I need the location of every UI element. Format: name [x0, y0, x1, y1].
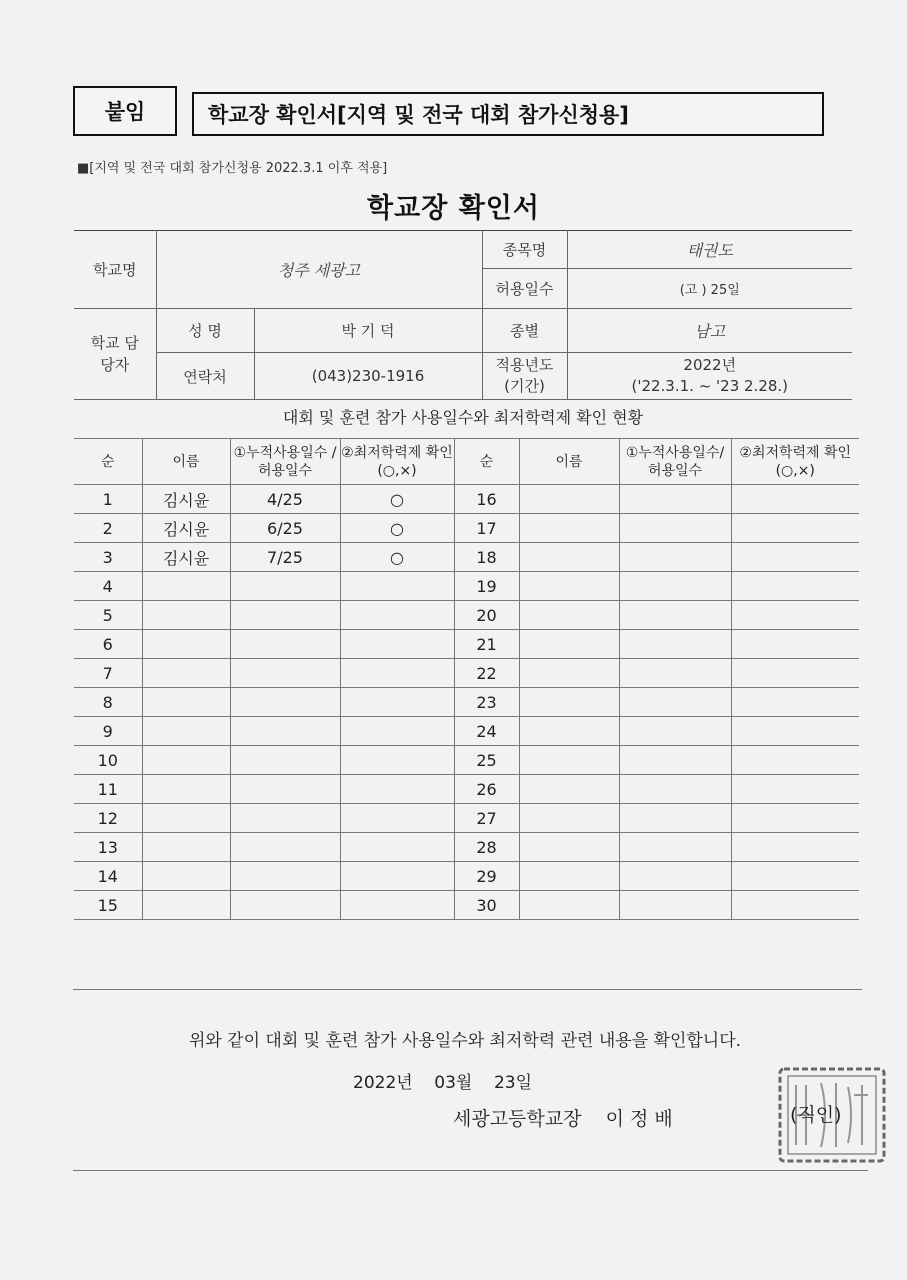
- row-no-cell: 12: [74, 804, 142, 833]
- table-row: [74, 891, 859, 920]
- row-no-cell: 14: [74, 862, 142, 891]
- row-academic-cell: [731, 630, 859, 659]
- header-days: ①누적사용일수 /허용일수: [230, 439, 340, 485]
- row-academic-cell: [731, 485, 859, 514]
- row-no-cell: 4: [74, 572, 142, 601]
- table-row: [74, 485, 859, 514]
- row-name-cell: [142, 775, 230, 804]
- table-row: [74, 543, 859, 572]
- row-days-cell: [230, 833, 340, 862]
- row-academic-cell: [731, 543, 859, 572]
- manager-name-value: 박 기 덕: [254, 309, 482, 353]
- period-label: 적용년도 (기간): [482, 353, 567, 400]
- participation-table: [74, 438, 859, 920]
- row-days-cell: [230, 746, 340, 775]
- row-name-cell: [142, 862, 230, 891]
- row-academic-cell: ○: [340, 485, 454, 514]
- divider-line: [73, 989, 862, 990]
- school-name-label: 학교명: [74, 231, 156, 309]
- row-days-cell: 6/25: [230, 514, 340, 543]
- row-academic-cell: [340, 833, 454, 862]
- row-name-cell: [519, 775, 619, 804]
- row-name-cell: [519, 746, 619, 775]
- row-no-cell: 25: [454, 746, 519, 775]
- row-name-cell: [519, 543, 619, 572]
- row-name-cell: [142, 659, 230, 688]
- document-title: 학교장 확인서: [367, 193, 540, 224]
- row-no-cell: 6: [74, 630, 142, 659]
- row-days-cell: [619, 514, 731, 543]
- row-no-cell: 21: [454, 630, 519, 659]
- row-days-cell: [619, 746, 731, 775]
- row-no-cell: 29: [454, 862, 519, 891]
- row-days-cell: [619, 891, 731, 920]
- confirmation-statement: 위와 같이 대회 및 훈련 참가 사용일수와 최저학력 관련 내용을 확인합니다.: [188, 1031, 742, 1051]
- row-days-cell: [619, 601, 731, 630]
- allowed-days-value: (고 ) 25일: [567, 269, 852, 309]
- row-academic-cell: [731, 688, 859, 717]
- attachment-label-box: [73, 86, 177, 136]
- row-no-cell: 2: [74, 514, 142, 543]
- row-days-cell: [619, 862, 731, 891]
- row-days-cell: [619, 543, 731, 572]
- table-row: [74, 601, 859, 630]
- seal-label: (직인): [790, 1104, 842, 1126]
- table-row: [74, 717, 859, 746]
- row-name-cell: [519, 572, 619, 601]
- sport-label: 종목명: [482, 231, 567, 269]
- row-no-cell: 27: [454, 804, 519, 833]
- row-academic-cell: [340, 804, 454, 833]
- header-academic: ②최저학력제 확인(○,×): [340, 439, 454, 485]
- row-name-cell: [142, 601, 230, 630]
- row-no-cell: 15: [74, 891, 142, 920]
- issue-date: 2022년 03월 23일: [353, 1073, 533, 1093]
- header-name: 이름: [519, 439, 619, 485]
- row-no-cell: 28: [454, 833, 519, 862]
- row-no-cell: 23: [454, 688, 519, 717]
- row-name-cell: [519, 833, 619, 862]
- row-no-cell: 8: [74, 688, 142, 717]
- row-days-cell: [230, 601, 340, 630]
- row-days-cell: [619, 572, 731, 601]
- row-academic-cell: [731, 601, 859, 630]
- row-academic-cell: [731, 572, 859, 601]
- row-academic-cell: [731, 746, 859, 775]
- row-no-cell: 16: [454, 485, 519, 514]
- row-academic-cell: [340, 601, 454, 630]
- table-row: [74, 630, 859, 659]
- row-name-cell: [519, 514, 619, 543]
- row-days-cell: [230, 862, 340, 891]
- table-row: [74, 804, 859, 833]
- row-days-cell: [230, 717, 340, 746]
- row-days-cell: [230, 804, 340, 833]
- row-no-cell: 13: [74, 833, 142, 862]
- row-academic-cell: [340, 572, 454, 601]
- row-name-cell: [142, 572, 230, 601]
- header-no: 순: [454, 439, 519, 485]
- table-row: [74, 688, 859, 717]
- table-row: [74, 775, 859, 804]
- row-academic-cell: ○: [340, 514, 454, 543]
- table-row: [74, 572, 859, 601]
- header-name: 이름: [142, 439, 230, 485]
- row-no-cell: 20: [454, 601, 519, 630]
- row-days-cell: [230, 630, 340, 659]
- table-row: [74, 862, 859, 891]
- header-days: ①누적사용일수/ 허용일수: [619, 439, 731, 485]
- row-name-cell: [519, 862, 619, 891]
- school-name-value: 청주 세광고: [156, 231, 482, 309]
- row-no-cell: 1: [74, 485, 142, 514]
- row-days-cell: 4/25: [230, 485, 340, 514]
- row-academic-cell: [340, 775, 454, 804]
- table-row: [74, 833, 859, 862]
- row-days-cell: [619, 688, 731, 717]
- period-value: [567, 353, 852, 400]
- row-academic-cell: [731, 659, 859, 688]
- form-title: 학교장 확인서[지역 및 전국 대회 참가신청용]: [208, 103, 629, 127]
- row-name-cell: [142, 833, 230, 862]
- row-no-cell: 19: [454, 572, 519, 601]
- row-no-cell: 7: [74, 659, 142, 688]
- row-no-cell: 17: [454, 514, 519, 543]
- row-academic-cell: [340, 746, 454, 775]
- applicability-note: ■[지역 및 전국 대회 참가신청용 2022.3.1 이후 적용]: [77, 161, 388, 176]
- row-name-cell: [142, 688, 230, 717]
- row-no-cell: 18: [454, 543, 519, 572]
- info-table: [74, 230, 852, 400]
- row-name-cell: [519, 601, 619, 630]
- form-title-box: [192, 92, 824, 136]
- header-no: 순: [74, 439, 142, 485]
- row-name-cell: [519, 659, 619, 688]
- row-no-cell: 30: [454, 891, 519, 920]
- header-academic: ②최저학력제 확인(○,×): [731, 439, 859, 485]
- row-name-cell: [519, 891, 619, 920]
- row-days-cell: [619, 485, 731, 514]
- row-days-cell: [230, 688, 340, 717]
- row-name-cell: [142, 891, 230, 920]
- row-no-cell: 3: [74, 543, 142, 572]
- row-name-cell: 김시윤: [142, 543, 230, 572]
- attachment-label: 붙임: [104, 100, 146, 124]
- row-academic-cell: ○: [340, 543, 454, 572]
- row-days-cell: [619, 804, 731, 833]
- row-name-cell: 김시윤: [142, 514, 230, 543]
- sport-value: 태권도: [567, 231, 852, 269]
- table-row: [74, 659, 859, 688]
- row-academic-cell: [731, 804, 859, 833]
- row-no-cell: 9: [74, 717, 142, 746]
- row-academic-cell: [340, 688, 454, 717]
- allowed-days-label: 허용일수: [482, 269, 567, 309]
- row-no-cell: 5: [74, 601, 142, 630]
- table-row: [74, 514, 859, 543]
- row-academic-cell: [731, 833, 859, 862]
- row-academic-cell: [340, 891, 454, 920]
- gender-value: 남고: [567, 309, 852, 353]
- contact-label: 연락처: [156, 353, 254, 400]
- divider-line: [73, 1170, 868, 1171]
- row-academic-cell: [731, 775, 859, 804]
- table-row: [74, 746, 859, 775]
- row-name-cell: [519, 804, 619, 833]
- row-no-cell: 24: [454, 717, 519, 746]
- row-name-cell: [519, 717, 619, 746]
- row-name-cell: [519, 630, 619, 659]
- period-year: 2022년: [683, 356, 737, 374]
- contact-value: (043)230-1916: [254, 353, 482, 400]
- row-no-cell: 10: [74, 746, 142, 775]
- row-no-cell: 26: [454, 775, 519, 804]
- row-name-cell: [142, 630, 230, 659]
- row-name-cell: [519, 688, 619, 717]
- row-days-cell: [619, 775, 731, 804]
- row-academic-cell: [340, 862, 454, 891]
- principal-signature: 세광고등학교장 이 정 배: [453, 1108, 673, 1130]
- row-days-cell: 7/25: [230, 543, 340, 572]
- row-name-cell: [142, 717, 230, 746]
- row-academic-cell: [731, 514, 859, 543]
- row-academic-cell: [340, 630, 454, 659]
- row-days-cell: [619, 717, 731, 746]
- row-academic-cell: [340, 717, 454, 746]
- row-days-cell: [230, 891, 340, 920]
- row-name-cell: [142, 746, 230, 775]
- row-days-cell: [619, 659, 731, 688]
- gender-label: 종별: [482, 309, 567, 353]
- row-academic-cell: [731, 862, 859, 891]
- manager-label: 학교 담당자: [74, 309, 156, 400]
- row-days-cell: [619, 833, 731, 862]
- row-days-cell: [230, 775, 340, 804]
- row-days-cell: [230, 572, 340, 601]
- status-subtitle: 대회 및 훈련 참가 사용일수와 최저학력제 확인 현황: [282, 408, 644, 427]
- name-label: 성 명: [156, 309, 254, 353]
- row-days-cell: [230, 659, 340, 688]
- row-name-cell: [519, 485, 619, 514]
- row-name-cell: 김시윤: [142, 485, 230, 514]
- row-name-cell: [142, 804, 230, 833]
- row-days-cell: [619, 630, 731, 659]
- row-academic-cell: [731, 717, 859, 746]
- period-range: ('22.3.1. ~ '23 2.28.): [631, 377, 789, 395]
- row-academic-cell: [340, 659, 454, 688]
- row-no-cell: 22: [454, 659, 519, 688]
- row-no-cell: 11: [74, 775, 142, 804]
- row-academic-cell: [731, 891, 859, 920]
